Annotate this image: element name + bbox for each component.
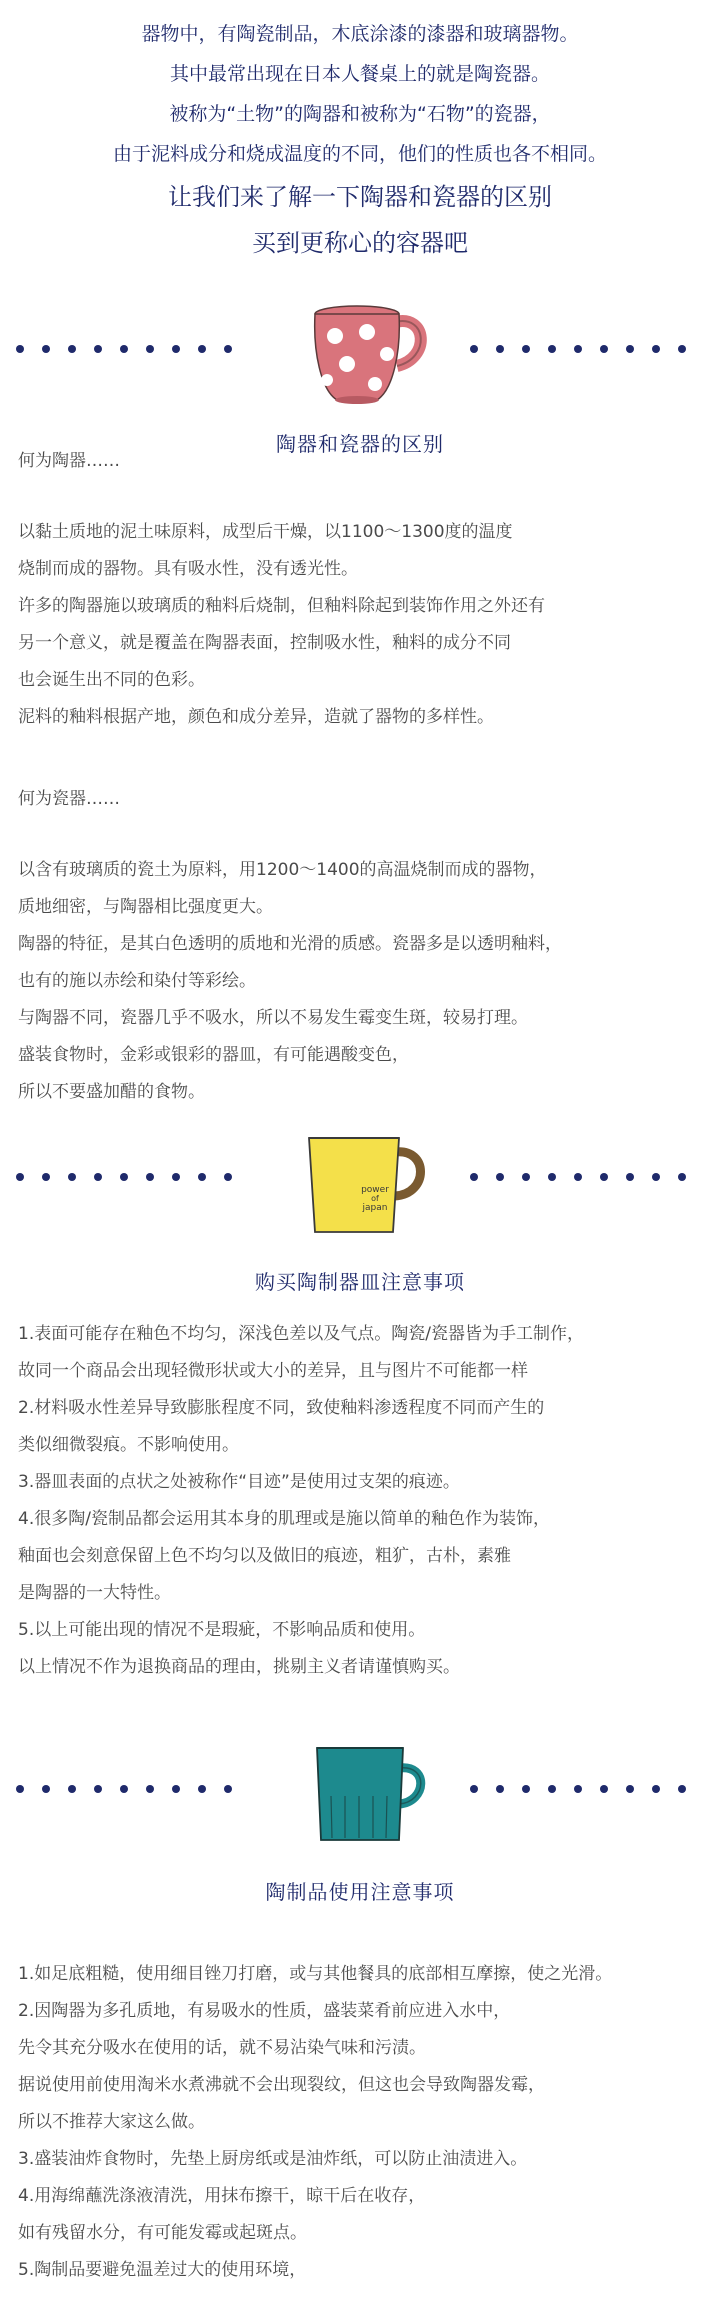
dot-row-right — [470, 1173, 686, 1181]
yellow-mug-icon — [295, 1120, 435, 1240]
separator-1 — [0, 292, 720, 412]
intro-line: 被称为“土物”的陶器和被称为“石物”的瓷器， — [169, 103, 551, 125]
text-line: 釉面也会刻意保留上色不均匀以及做旧的痕迹，粗犷，古朴，素雅 — [18, 1546, 511, 1566]
polka-dot-mug-icon — [295, 292, 435, 412]
intro-line: 其中最常出现在日本人餐桌上的就是陶瓷器。 — [169, 63, 550, 85]
dot-row-right — [470, 1785, 686, 1793]
text-line: 故同一个商品会出现轻微形状或大小的差异，且与图片不可能都一样 — [18, 1361, 528, 1381]
text-line: 5.陶制品要避免温差过大的使用环境， — [18, 2260, 307, 2280]
text-line: 质地细密，与陶器相比强度更大。 — [18, 897, 273, 917]
teal-mug-icon — [295, 1732, 435, 1852]
section-heading: 购买陶制器皿注意事项 — [255, 1270, 465, 1294]
intro-highlight: 让我们来了解一下陶器和瓷器的区别 — [168, 183, 552, 211]
usage-notes — [18, 1956, 708, 2289]
text-line: 5.以上可能出现的情况不是瑕疵，不影响品质和使用。 — [18, 1620, 426, 1640]
text-line: 也会诞生出不同的色彩。 — [18, 670, 205, 690]
text-line: 陶器的特征，是其白色透明的质地和光滑的质感。瓷器多是以透明釉料， — [18, 934, 562, 954]
section-heading: 陶制品使用注意事项 — [265, 1880, 455, 1904]
text-line: 是陶器的一大特性。 — [18, 1583, 171, 1603]
pottery-text — [18, 514, 708, 736]
dot-row-left — [16, 1785, 232, 1793]
intro-line: 由于泥料成分和烧成温度的不同，他们的性质也各不相同。 — [112, 143, 607, 165]
text-line: 盛装食物时，金彩或银彩的器皿，有可能遇酸变色， — [18, 1045, 409, 1065]
pottery-label: 何为陶器…… — [18, 451, 120, 471]
text-line: 1.如足底粗糙，使用细目锉刀打磨，或与其他餐具的底部相互摩擦，使之光滑。 — [18, 1964, 613, 1984]
porcelain-label: 何为瓷器…… — [18, 789, 120, 809]
dot-row-left — [16, 345, 232, 353]
text-line: 以黏土质地的泥土味原料，成型后干燥，以1100～1300度的温度 — [18, 522, 513, 542]
text-line: 据说使用前使用淘米水煮沸就不会出现裂纹，但这也会导致陶器发霉， — [18, 2075, 545, 2095]
text-line: 先令其充分吸水在使用的话，就不易沾染气味和污渍。 — [18, 2038, 426, 2058]
text-line: 2.材料吸水性差异导致膨胀程度不同，致使釉料渗透程度不同而产生的 — [18, 1398, 545, 1418]
text-line: 所以不要盛加醋的食物。 — [18, 1082, 205, 1102]
text-line: 3.器皿表面的点状之处被称作“目迹”是使用过支架的痕迹。 — [18, 1472, 460, 1492]
text-line: 类似细微裂痕。不影响使用。 — [18, 1435, 239, 1455]
text-line: 以含有玻璃质的瓷土为原料，用1200～1400的高温烧制而成的器物， — [18, 860, 547, 880]
porcelain-text — [18, 852, 708, 1111]
intro — [0, 14, 720, 266]
mug-text: power — [361, 1185, 389, 1195]
mug-text: japan — [362, 1203, 388, 1213]
mug-text: of — [371, 1194, 379, 1203]
purchase-notes — [18, 1316, 708, 1686]
separator-3 — [0, 1732, 720, 1852]
text-line: 所以不推荐大家这么做。 — [18, 2112, 205, 2132]
dot-row-left — [16, 1173, 232, 1181]
text-line: 4.很多陶/瓷制品都会运用其本身的肌理或是施以简单的釉色作为装饰， — [18, 1509, 550, 1529]
text-line: 也有的施以赤绘和染付等彩绘。 — [18, 971, 256, 991]
text-line: 如有残留水分，有可能发霉或起斑点。 — [18, 2223, 307, 2243]
text-line: 另一个意义，就是覆盖在陶器表面，控制吸水性，釉料的成分不同 — [18, 633, 511, 653]
separator-2 — [0, 1120, 720, 1240]
text-line: 以上情况不作为退换商品的理由，挑剔主义者请谨慎购买。 — [18, 1657, 460, 1677]
text-line: 3.盛装油炸食物时，先垫上厨房纸或是油炸纸，可以防止油渍进入。 — [18, 2149, 528, 2169]
intro-line: 器物中，有陶瓷制品，木底涂漆的漆器和玻璃器物。 — [141, 23, 579, 45]
text-line: 4.用海绵蘸洗涤液清洗，用抹布擦干，晾干后在收存， — [18, 2186, 426, 2206]
text-line: 1.表面可能存在釉色不均匀，深浅色差以及气点。陶瓷/瓷器皆为手工制作， — [18, 1324, 584, 1344]
text-line: 与陶器不同，瓷器几乎不吸水，所以不易发生霉变生斑，较易打理。 — [18, 1008, 528, 1028]
section-heading: 陶器和瓷器的区别 — [276, 432, 444, 456]
text-line: 泥料的釉料根据产地，颜色和成分差异，造就了器物的多样性。 — [18, 707, 494, 727]
dot-row-right — [470, 345, 686, 353]
text-line: 烧制而成的器物。具有吸水性，没有透光性。 — [18, 559, 358, 579]
text-line: 2.因陶器为多孔质地，有易吸水的性质，盛装菜肴前应进入水中， — [18, 2001, 511, 2021]
text-line: 许多的陶器施以玻璃质的釉料后烧制，但釉料除起到装饰作用之外还有 — [18, 596, 545, 616]
intro-highlight: 买到更称心的容器吧 — [252, 229, 468, 257]
